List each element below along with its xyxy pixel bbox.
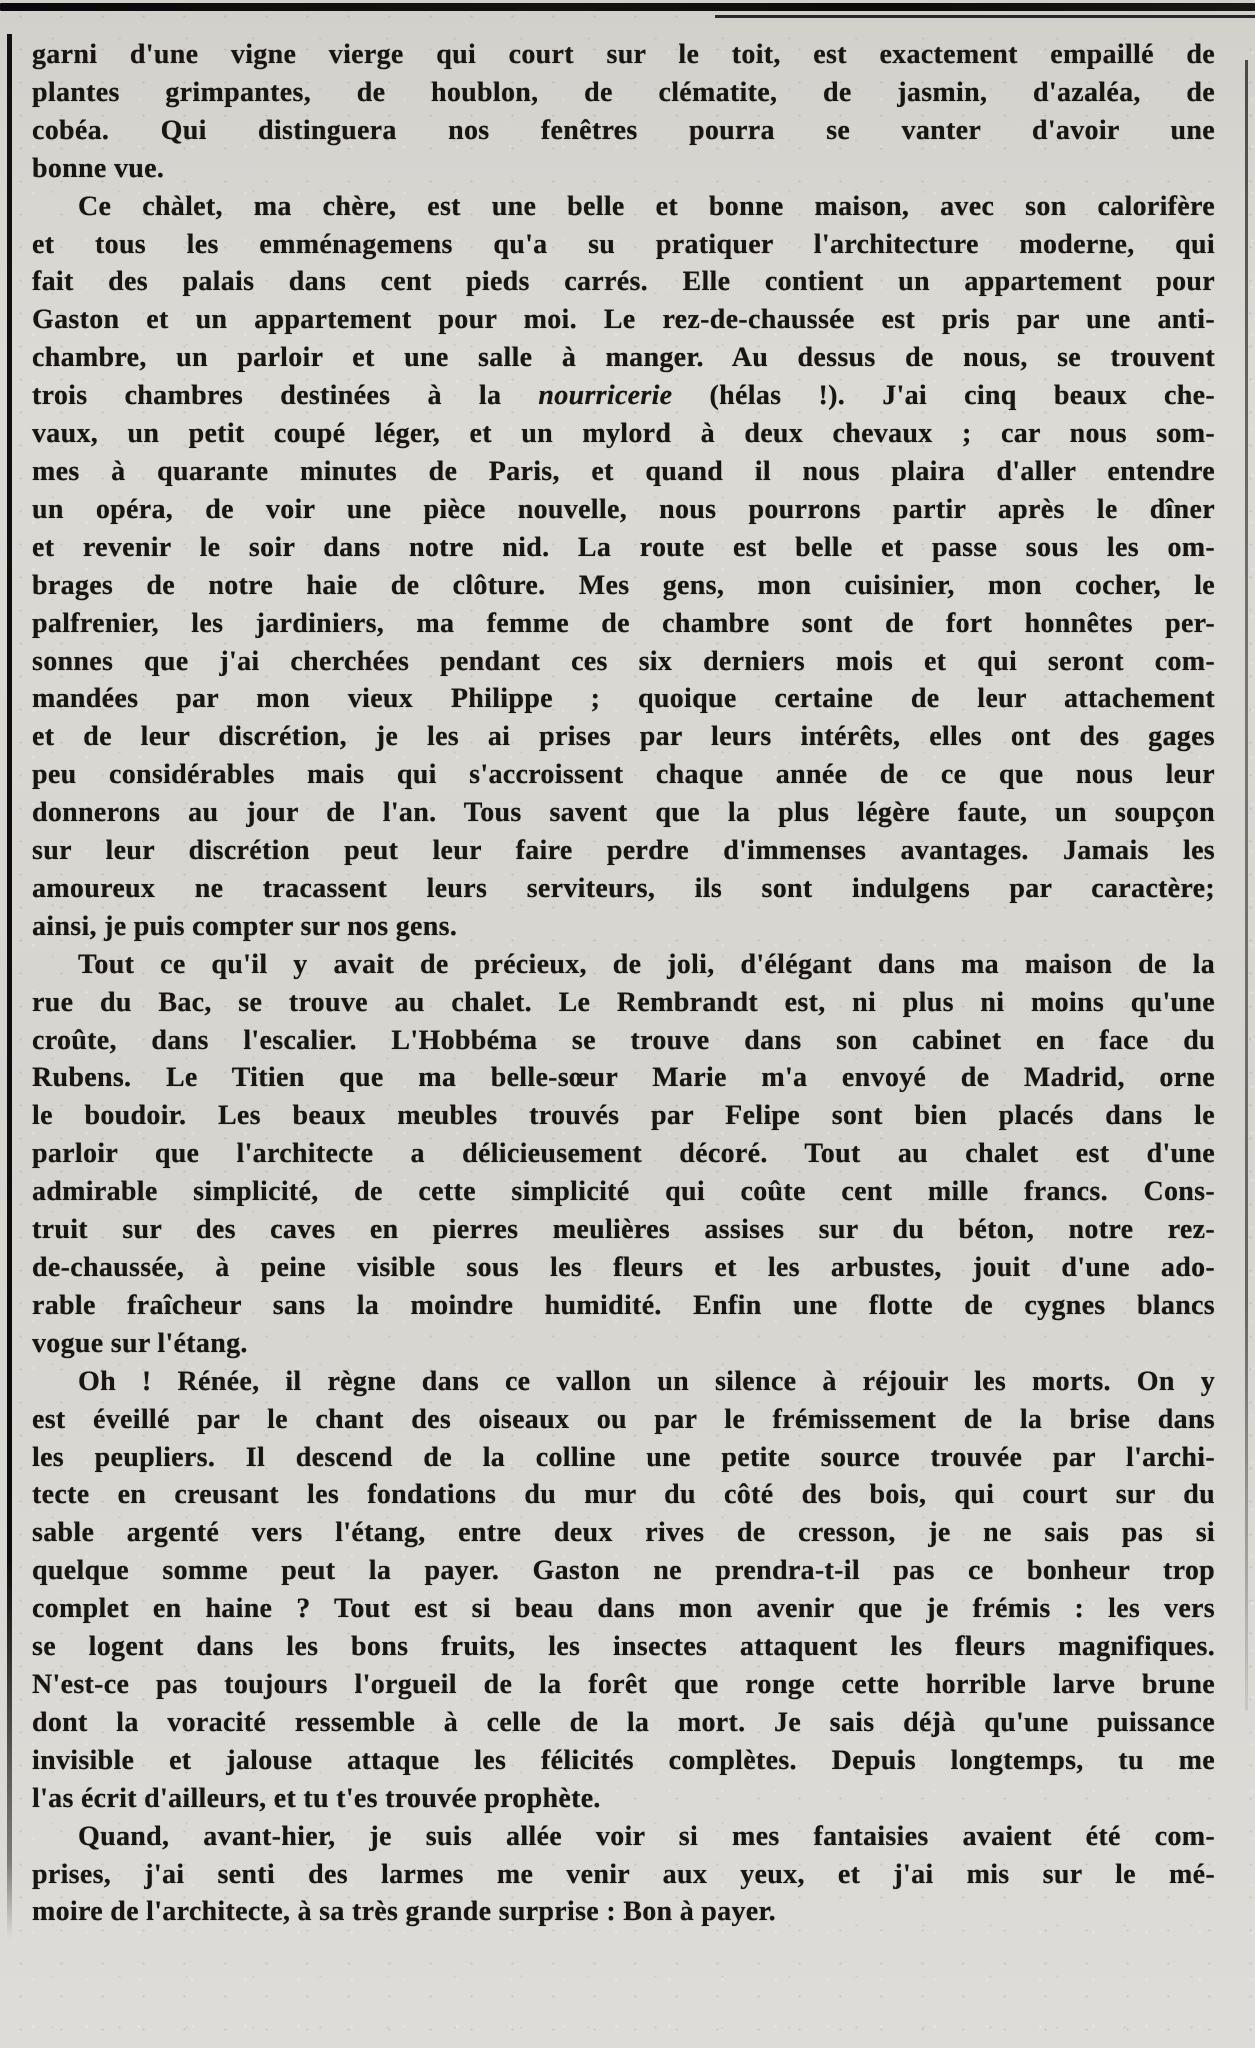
paragraph	[32, 36, 1215, 188]
text-line: est éveillé par le chant des oiseaux ou par le frémissement de la brise dans	[32, 1403, 1215, 1435]
text-line: Rubens. Le Titien que ma belle-sœur Marie m'a envoyé de Madrid, orne	[32, 1062, 1215, 1094]
text-line: les peupliers. Il descend de la colline une petite source trouvée par l'archi-	[32, 1441, 1215, 1473]
text-line: palfrenier, les jardiniers, ma femme de chambre sont de fort honnêtes per-	[32, 607, 1215, 639]
text-line: plantes grimpantes, de houblon, de clématite, de jasmin, d'azaléa, de	[32, 76, 1215, 108]
text-line: rue du Bac, se trouve au chalet. Le Rembrandt est, ni plus ni moins qu'une	[32, 986, 1215, 1018]
text-line: sonnes que j'ai cherchées pendant ces six derniers mois et qui seront com-	[32, 645, 1215, 677]
text-line: se logent dans les bons fruits, les insectes attaquent les fleurs magnifiques.	[32, 1631, 1215, 1663]
text-line: invisible et jalouse attaque les félicités complètes. Depuis longtemps, tu me	[32, 1744, 1215, 1776]
text-line: Oh ! Rénée, il règne dans ce vallon un silence à réjouir les morts. On y	[78, 1365, 1215, 1397]
text-line: trois chambres destinées à la nourricerie (hélas !). J'ai cinq beaux che-	[32, 380, 1215, 412]
text-line: complet en haine ? Tout est si beau dans mon avenir que je frémis : les vers	[32, 1593, 1215, 1625]
text-line: Tout ce qu'il y avait de précieux, de joli, d'élégant dans ma maison de la	[78, 948, 1215, 980]
text-line: sable argenté vers l'étang, entre deux rives de cresson, je ne sais pas si	[32, 1517, 1215, 1549]
text-line: donnerons au jour de l'an. Tous savent que la plus légère faute, un soupçon	[32, 797, 1215, 829]
text-line: bonne vue.	[32, 152, 165, 184]
left-column-rule	[7, 34, 12, 1939]
text-line: N'est-ce pas toujours l'orgueil de la forêt que ronge cette horrible larve brune	[32, 1668, 1215, 1700]
text-line: et de leur discrétion, je les ai prises par leurs intérêts, elles ont des gages	[32, 721, 1215, 753]
text-line: et tous les emménagemens qu'a su pratiquer l'architecture moderne, qui	[32, 228, 1215, 260]
text-line: tecte en creusant les fondations du mur du côté des bois, qui court sur du	[32, 1479, 1215, 1511]
text-line: le boudoir. Les beaux meubles trouvés par Felipe sont bien placés dans le	[32, 1100, 1215, 1132]
text-line: ainsi, je puis compter sur nos gens.	[32, 910, 458, 942]
text-line: peu considérables mais qui s'accroissent chaque année de ce que nous leur	[32, 759, 1215, 791]
page-text	[32, 36, 1215, 1931]
text-line: truit sur des caves en pierres meulières assises sur du béton, notre rez-	[32, 1214, 1215, 1246]
text-line: croûte, dans l'escalier. L'Hobbéma se trouve dans son cabinet en face du	[32, 1024, 1215, 1056]
top-rule	[0, 3, 1255, 11]
text-line: brages de notre haie de clôture. Mes gens, mon cuisinier, mon cocher, le	[32, 569, 1215, 601]
right-column-rule	[1245, 60, 1248, 1710]
text-line: un opéra, de voir une pièce nouvelle, nous pourrons partir après le dîner	[32, 493, 1215, 525]
text-line: mandées par mon vieux Philippe ; quoique certaine de leur attachement	[32, 683, 1215, 715]
text-line: vogue sur l'étang.	[32, 1327, 248, 1359]
text-line: Quand, avant-hier, je suis allée voir si mes fantaisies avaient été com-	[78, 1820, 1215, 1852]
text-line: chambre, un parloir et une salle à manger. Au dessus de nous, se trouvent	[32, 342, 1215, 374]
text-line: dont la voracité ressemble à celle de la mort. Je sais déjà qu'une puissance	[32, 1706, 1215, 1738]
text-line: parloir que l'architecte a délicieusement décoré. Tout au chalet est d'une	[32, 1138, 1215, 1170]
text-line: de-chaussée, à peine visible sous les fleurs et les arbustes, jouit d'une ado-	[32, 1252, 1215, 1283]
text-line: sur leur discrétion peut leur faire perdre d'immenses avantages. Jamais les	[32, 835, 1215, 867]
text-line: quelque somme peut la payer. Gaston ne prendra-t-il pas ce bonheur trop	[32, 1555, 1215, 1587]
text-line: garni d'une vigne vierge qui court sur le toit, est exactement empaillé de	[32, 39, 1215, 70]
text-line: vaux, un petit coupé léger, et un mylord à deux chevaux ; car nous som-	[32, 418, 1215, 450]
paragraph	[32, 1363, 1215, 1818]
text-line: cobéa. Qui distinguera nos fenêtres pourra se vanter d'avoir une	[32, 114, 1215, 146]
text-line: et revenir le soir dans notre nid. La route est belle et passe sous les om-	[32, 531, 1215, 563]
text-line: Ce chàlet, ma chère, est une belle et bonne maison, avec son calorifère	[78, 190, 1215, 222]
text-line: l'as écrit d'ailleurs, et tu t'es trouvée prophète.	[32, 1782, 601, 1814]
paragraph	[32, 946, 1215, 1363]
text-line: Gaston et un appartement pour moi. Le rez-de-chaussée est pris par une anti-	[32, 304, 1215, 336]
text-line: fait des palais dans cent pieds carrés. Elle contient un appartement pour	[32, 266, 1215, 298]
paragraph	[32, 1818, 1215, 1932]
text-line: rable fraîcheur sans la moindre humidité. Enfin une flotte de cygnes blancs	[32, 1289, 1215, 1321]
text-line: amoureux ne tracassent leurs serviteurs, ils sont indulgens par caractère;	[32, 872, 1215, 904]
paragraph	[32, 188, 1215, 946]
text-line: moire de l'architecte, à sa très grande surprise : Bon à payer.	[32, 1896, 776, 1928]
text-line: mes à quarante minutes de Paris, et quand il nous plaira d'aller entendre	[32, 455, 1215, 487]
text-line: admirable simplicité, de cette simplicité qui coûte cent mille francs. Cons-	[32, 1176, 1215, 1208]
top-rule-secondary	[715, 15, 1255, 18]
text-line: prises, j'ai senti des larmes me venir aux yeux, et j'ai mis sur le mé-	[32, 1858, 1215, 1890]
